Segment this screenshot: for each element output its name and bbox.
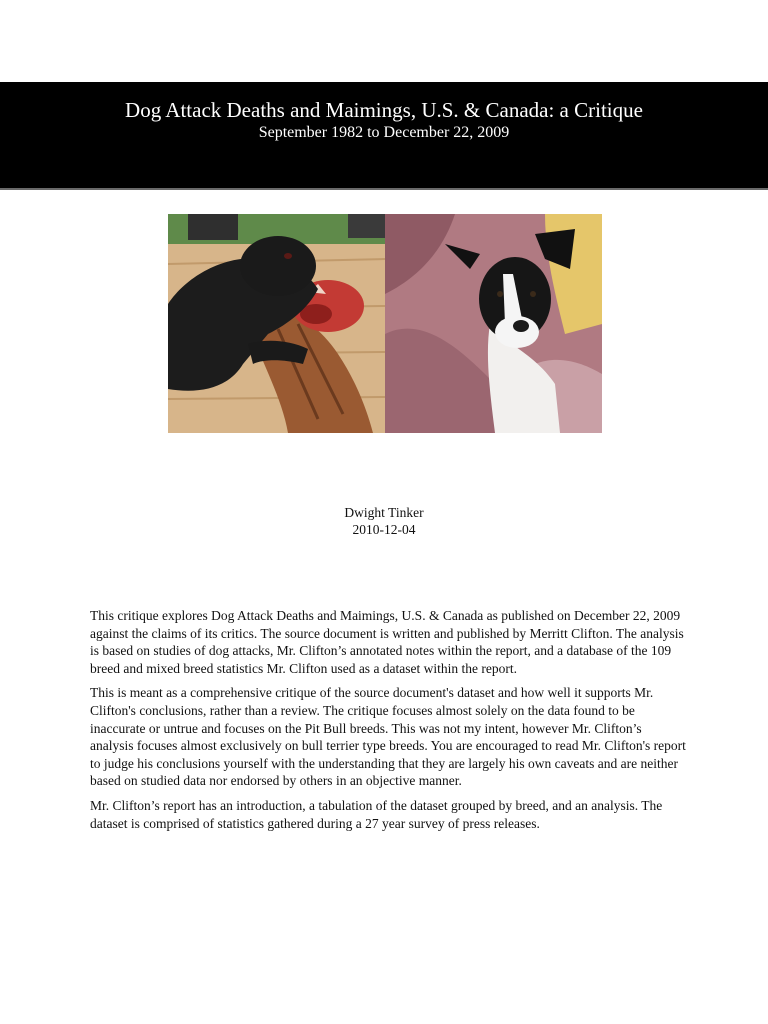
- title-banner: [0, 82, 768, 190]
- document-title: Dog Attack Deaths and Maimings, U.S. & Canada: a Critique: [125, 98, 643, 122]
- paragraph-1: This critique explores Dog Attack Deaths and Maimings, U.S. & Canada as published on December 22, 2009 against the claims of its critics. The source document is written and published by Merritt Clifton. The analysis is based on studies of dog attacks, Mr. Clifton’s annotated notes within the report, and a database of the 109 breed and mixed breed statistics Mr. Clifton used as a dataset within the report.: [90, 608, 684, 676]
- paragraph-2: This is meant as a comprehensive critique of the source document's dataset and how well it supports Mr. Clifton's conclusions, rather than a review. The critique focuses almost solely on the data found to be inaccurate or untrue and focuses on the Pit Bull breeds. This was not my intent, however Mr. Clifton’s analysis focuses almost exclusively on bull terrier type breeds. You are encouraged to read Mr. Clifton's report to judge his conclusions yourself with the understanding that they are largely his own caveats and are neither based on studied data nor endorsed by others in an objective manner.: [90, 685, 686, 789]
- byline: [0, 504, 768, 538]
- paragraph-3: Mr. Clifton’s report has an introduction, a tabulation of the dataset grouped by breed, and an analysis. The dataset is comprised of statistics gathered during a 27 year survey of press releases.: [90, 797, 663, 831]
- puppy-photo: [385, 214, 602, 433]
- author-name: Dwight Tinker: [344, 505, 424, 520]
- publication-date: 2010-12-04: [352, 522, 416, 537]
- cover-photo: [168, 214, 602, 433]
- document-subtitle: September 1982 to December 22, 2009: [258, 124, 510, 141]
- dogfight-photo: [168, 214, 385, 433]
- body-text: [90, 607, 686, 839]
